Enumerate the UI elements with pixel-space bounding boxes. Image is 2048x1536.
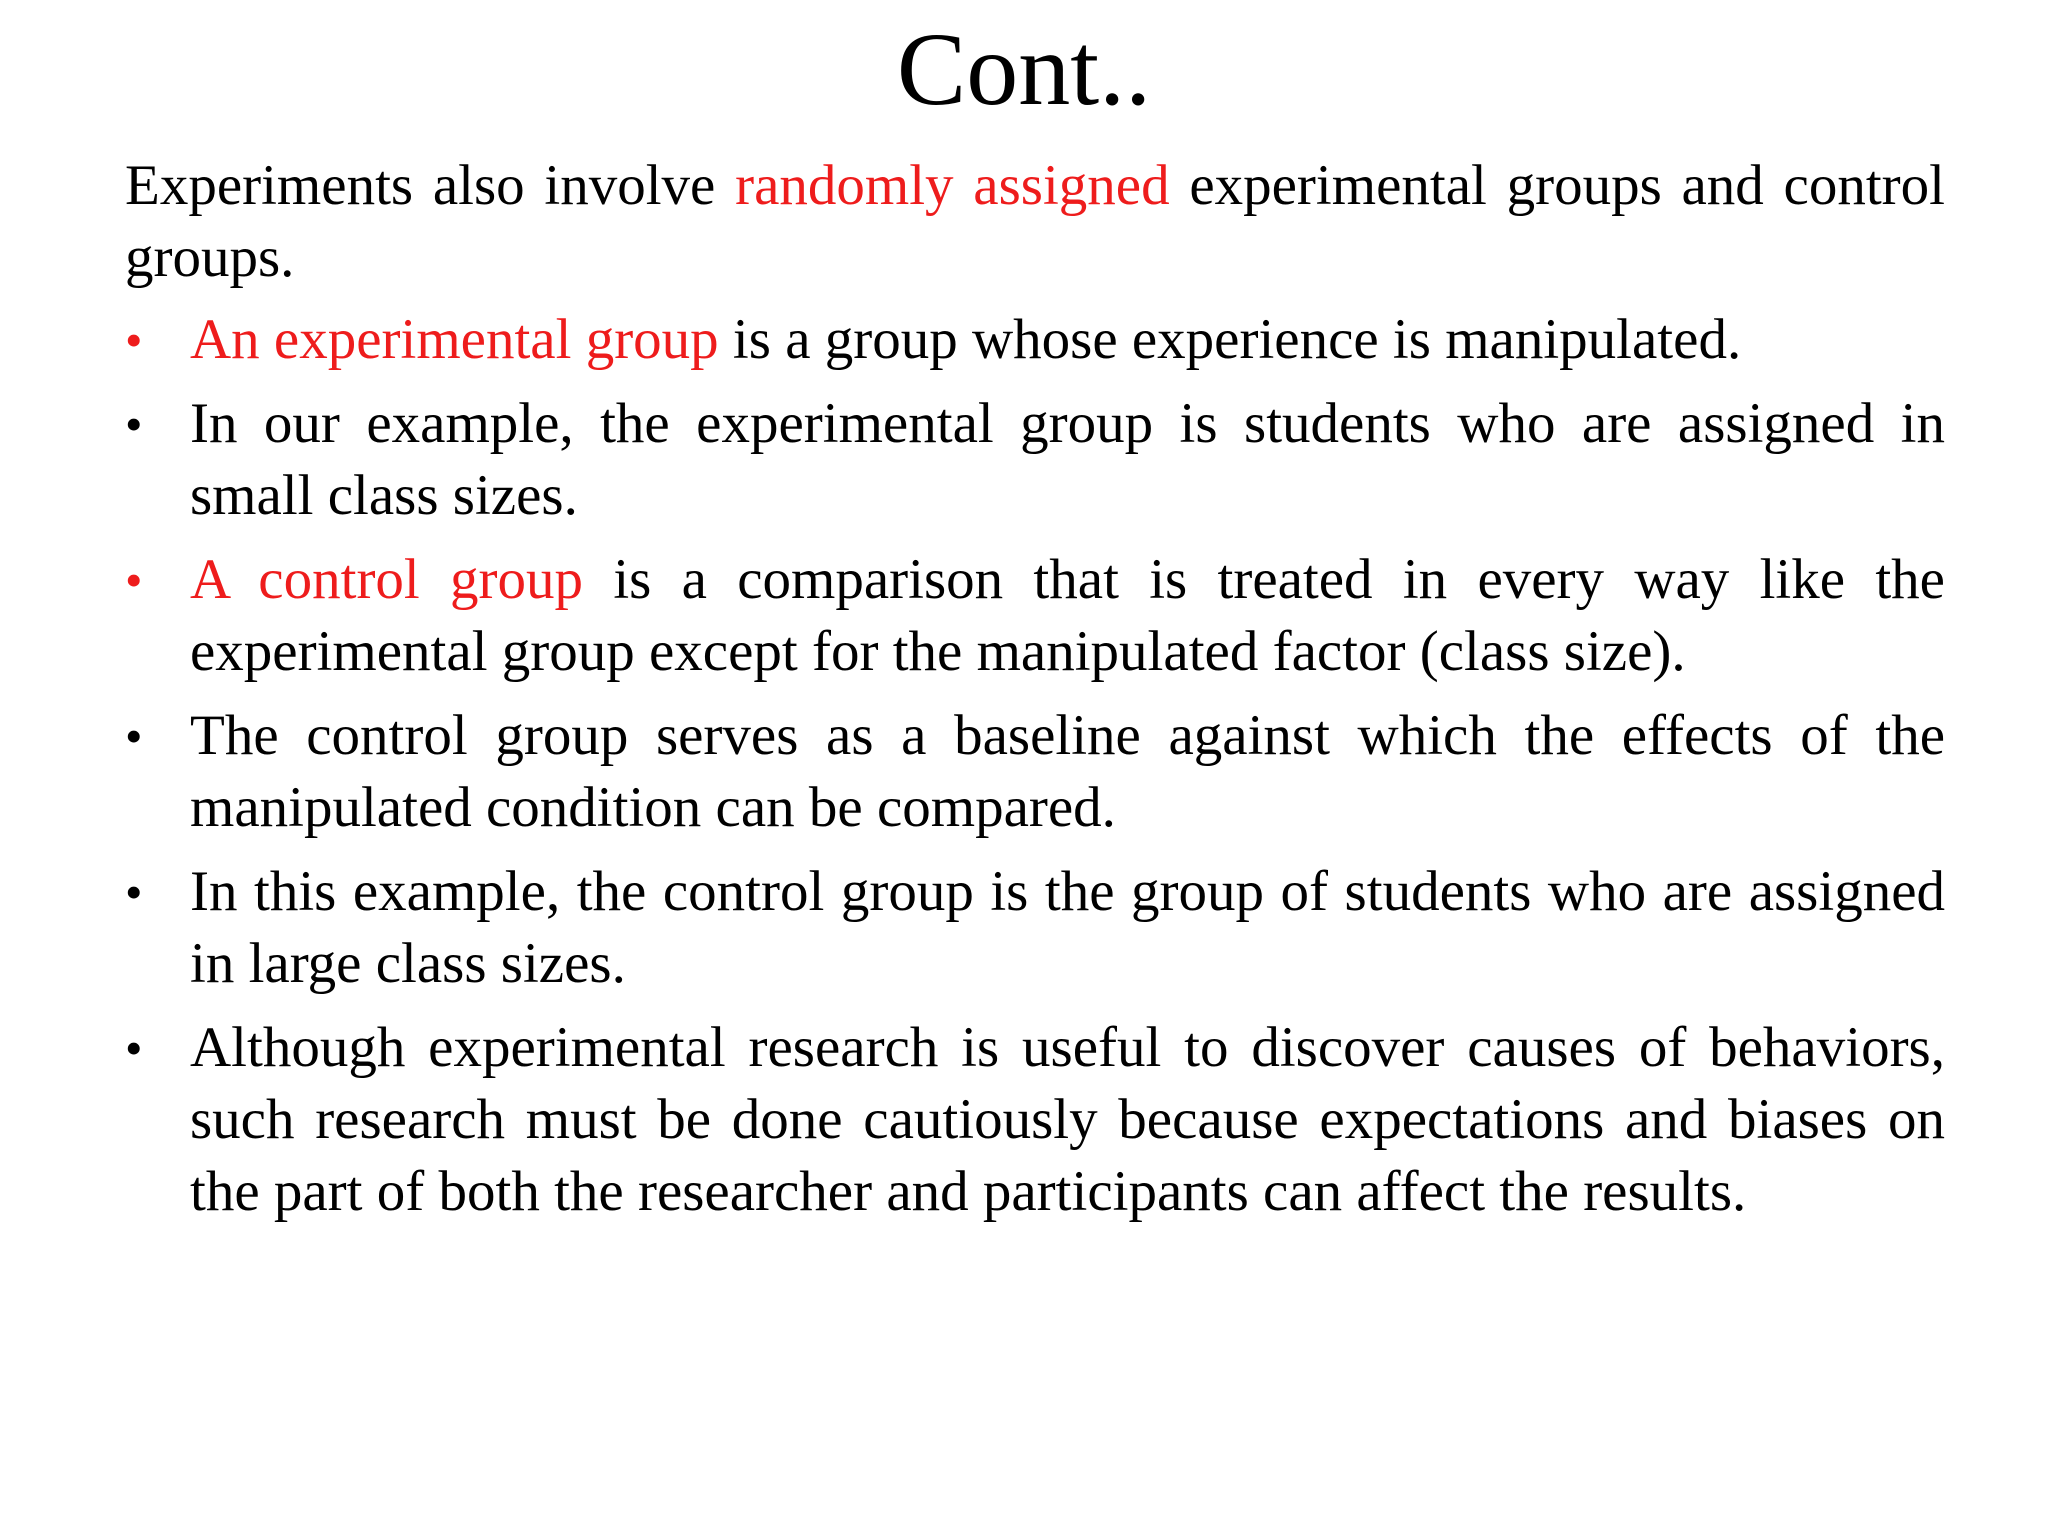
bullet-dot-icon: • xyxy=(125,312,143,368)
bullet-control-group-definition xyxy=(125,544,1945,688)
bullet-highlight: A control group xyxy=(190,548,584,611)
bullet-text: The control group serves as a baseline against which the effects of the manipulated condition can be compared. xyxy=(190,704,1945,839)
bullet-control-group-baseline xyxy=(125,700,1945,844)
bullet-dot-icon: • xyxy=(125,396,143,452)
bullet-text: is a comparison that is treated in every way like the experimental group except for the manipulated factor (class size). xyxy=(190,548,1945,683)
bullet-text: Although experimental research is useful to discover causes of behaviors, such research must be done cautiously because expectations and biases on the part of both the researcher and participants can affect the results. xyxy=(190,1016,1945,1223)
intro-text-before: Experiments also involve xyxy=(125,154,736,217)
bullet-text: is a group whose experience is manipulated. xyxy=(718,308,1742,371)
slide-content xyxy=(125,150,1945,1240)
bullet-experimental-research-caution xyxy=(125,1012,1945,1228)
bullet-highlight: An experimental group xyxy=(190,308,719,371)
bullet-list xyxy=(125,304,1945,1228)
bullet-dot-icon: • xyxy=(125,708,143,764)
bullet-text: In our example, the experimental group is students who are assigned in small class sizes. xyxy=(190,392,1945,527)
intro-paragraph xyxy=(125,150,1945,294)
intro-text-after: experimental groups and control groups. xyxy=(125,154,1945,289)
bullet-experimental-group-definition xyxy=(125,304,1945,376)
intro-highlight: randomly assigned xyxy=(735,154,1170,217)
bullet-text: In this example, the control group is the group of students who are assigned in large class sizes. xyxy=(190,860,1945,995)
bullet-dot-icon: • xyxy=(125,864,143,920)
bullet-experimental-group-example xyxy=(125,388,1945,532)
bullet-dot-icon: • xyxy=(125,552,143,608)
bullet-control-group-example xyxy=(125,856,1945,1000)
slide-title: Cont.. xyxy=(896,12,1152,127)
bullet-dot-icon: • xyxy=(125,1020,143,1076)
